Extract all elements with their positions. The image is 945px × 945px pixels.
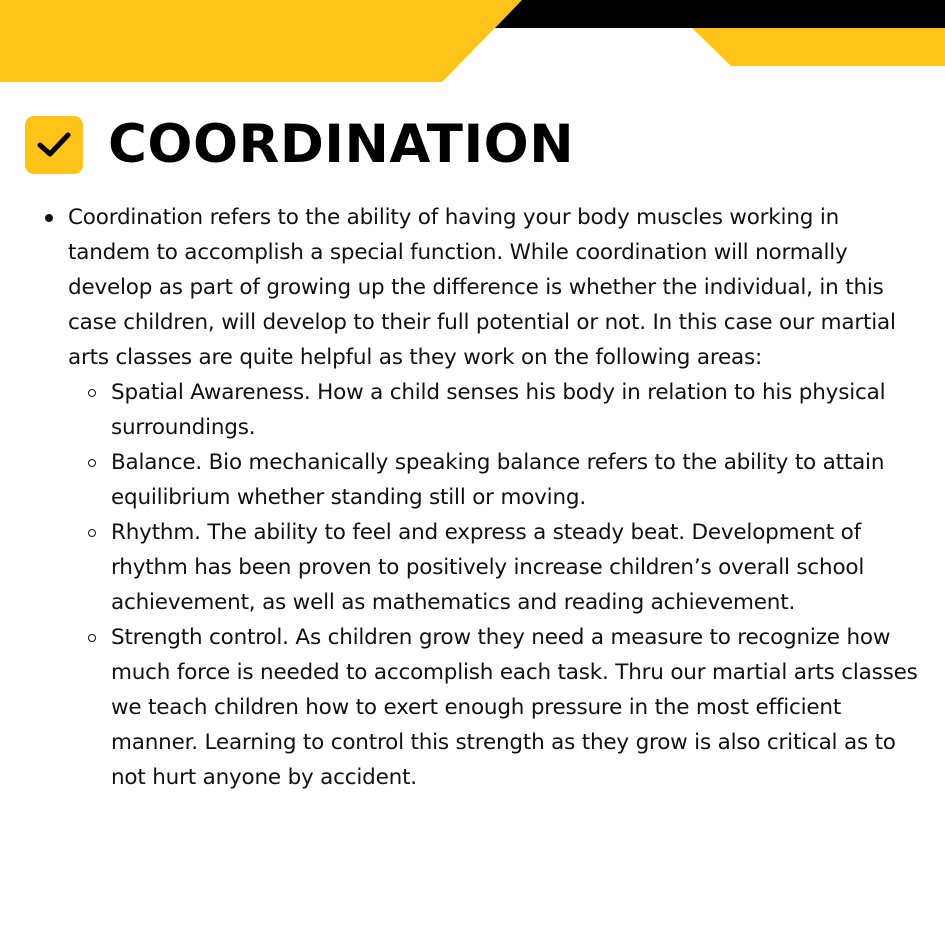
- sub-bullet-text-strength-control: Strength control. As children grow they need a measure to recognize how much force is needed to accomplish each task. Thru our martial arts classes we teach children how to exert enough pressure in the most efficient manner. Learning to control this strength as they grow is also critical as to not hurt anyone by accident.: [111, 625, 918, 790]
- top-banner-decoration: [0, 0, 945, 90]
- main-bullet-item: [40, 200, 925, 795]
- sub-bullet-text-spatial-awareness: Spatial Awareness. How a child senses his body in relation to his physical surroundings.: [111, 380, 886, 440]
- sub-bullet-item: [68, 445, 925, 515]
- sub-bullet-text-rhythm: Rhythm. The ability to feel and express a steady beat. Development of rhythm has been proven to positively increase children’s overall school achievement, as well as mathematics and reading achievement.: [111, 520, 865, 615]
- checkmark-icon: [25, 116, 83, 174]
- bullet-dot-icon: [45, 214, 53, 222]
- main-bullet-text: Coordination refers to the ability of having your body muscles working in tandem to accomplish a special function. While coordination will normally develop as part of growing up the difference is whether the individual, in this case children, will develop to their full potential or not. In this case our martial arts classes are quite helpful as they work on the following areas:: [68, 205, 896, 370]
- sub-bullet-item: [68, 515, 925, 620]
- bullet-circle-icon: [88, 634, 96, 642]
- page-title: COORDINATION: [108, 114, 575, 175]
- sub-bullet-text-balance: Balance. Bio mechanically speaking balance refers to the ability to attain equilibrium whether standing still or moving.: [111, 450, 885, 510]
- bullet-circle-icon: [88, 529, 96, 537]
- top-left-yellow-band: [0, 0, 522, 82]
- sub-bullet-list: [68, 375, 925, 795]
- sub-bullet-item: [68, 620, 925, 795]
- bullet-circle-icon: [88, 459, 96, 467]
- main-bullet-list: [40, 200, 925, 795]
- bullet-circle-icon: [88, 389, 96, 397]
- top-right-yellow-band: [692, 28, 945, 66]
- top-right-black-band: [495, 0, 945, 28]
- sub-bullet-item: [68, 375, 925, 445]
- content-body: [40, 200, 925, 795]
- title-row: [25, 112, 574, 178]
